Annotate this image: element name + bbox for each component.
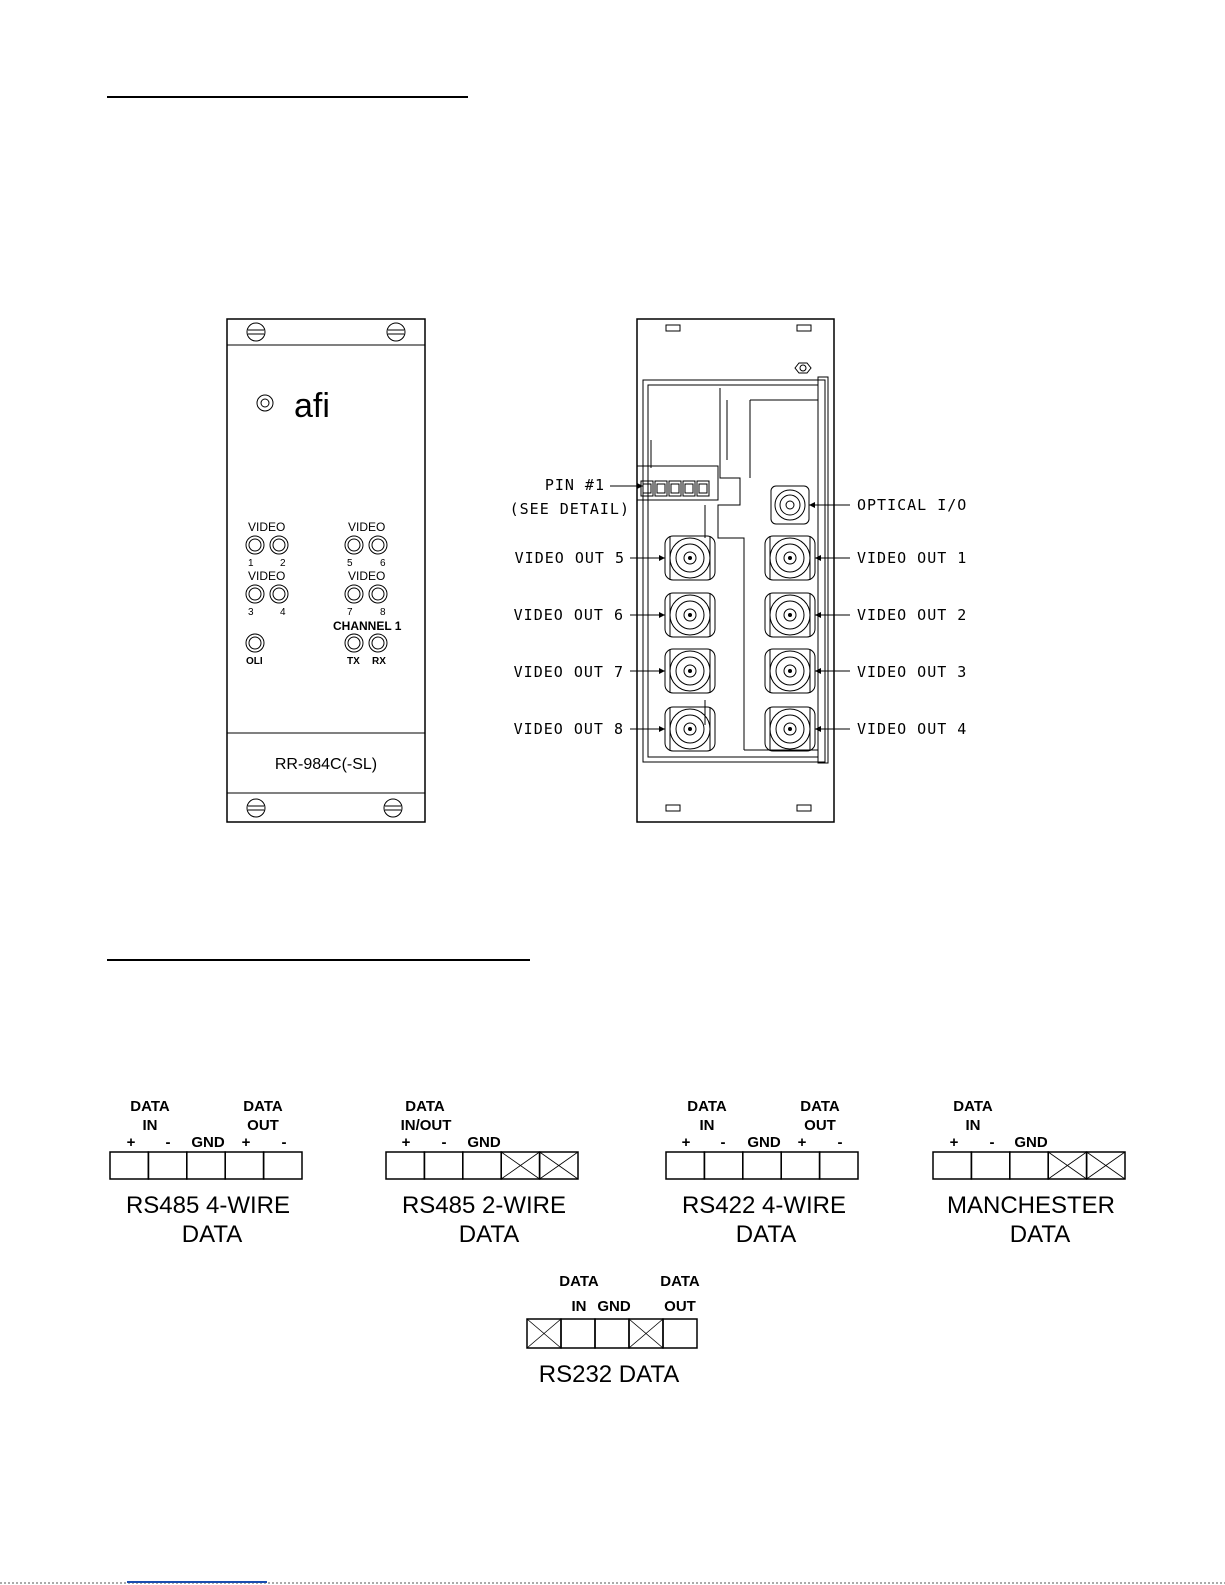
screw-bottom-right bbox=[384, 799, 402, 817]
channel-label: CHANNEL 1 bbox=[333, 619, 402, 633]
rs232-caption: RS232 DATA bbox=[538, 1361, 680, 1388]
terminal-cell bbox=[933, 1152, 971, 1179]
terminal-cell bbox=[463, 1152, 501, 1179]
rear-panel bbox=[637, 319, 834, 822]
rx-label: RX bbox=[372, 656, 386, 667]
terminal-row-1 bbox=[110, 1152, 302, 1179]
bnc-connectors bbox=[665, 536, 815, 751]
rs232-in-top: DATA bbox=[559, 1273, 599, 1290]
rs485-4w-gnd: GND bbox=[191, 1134, 225, 1151]
terminal-row-3 bbox=[666, 1152, 858, 1179]
terminal-cell bbox=[424, 1152, 462, 1179]
rs485-2w-in-bottom: IN/OUT bbox=[400, 1117, 452, 1134]
callout-video-out-7: VIDEO OUT 7 bbox=[513, 663, 624, 681]
rs422-caption-1: RS422 4-WIRE bbox=[681, 1192, 847, 1219]
rs422-caption-2: DATA bbox=[735, 1221, 797, 1248]
callout-video-out-4: VIDEO OUT 4 bbox=[857, 720, 968, 738]
terminal-cell bbox=[666, 1152, 704, 1179]
terminal-cell bbox=[110, 1152, 148, 1179]
video-num-1: 1 bbox=[248, 558, 254, 569]
manchester-plus: + bbox=[949, 1134, 959, 1151]
board-edge bbox=[818, 377, 828, 763]
callout-video-out-5: VIDEO OUT 5 bbox=[514, 549, 625, 567]
oli-label: OLI bbox=[246, 656, 263, 667]
shield-outline bbox=[718, 388, 744, 750]
mounting-slot-br bbox=[797, 805, 811, 811]
rs485-2w-gnd: GND bbox=[467, 1134, 501, 1151]
video-label-7-8: VIDEO bbox=[348, 569, 386, 583]
manchester-in-top: DATA bbox=[953, 1098, 993, 1115]
optical-connector-icon bbox=[771, 486, 809, 524]
bnc-video-out-7-icon bbox=[665, 649, 715, 693]
callout-video-out-3: VIDEO OUT 3 bbox=[857, 663, 968, 681]
rs485-2w-in-top: DATA bbox=[405, 1098, 445, 1115]
terminal-row-2 bbox=[386, 1152, 578, 1179]
manchester-caption-2: DATA bbox=[1009, 1221, 1071, 1248]
video-num-3: 3 bbox=[248, 607, 254, 618]
model-label: RR-984C(-SL) bbox=[274, 756, 378, 773]
rs232-in-bottom: IN bbox=[571, 1298, 587, 1315]
terminal-cell bbox=[1010, 1152, 1048, 1179]
manchester-caption-1: MANCHESTER bbox=[946, 1192, 1116, 1219]
rs485-4w-in-top: DATA bbox=[130, 1098, 170, 1115]
terminal-block bbox=[637, 466, 718, 500]
logo-mark-icon bbox=[257, 395, 273, 411]
tx-label: TX bbox=[347, 656, 360, 667]
callout-video-out-2: VIDEO OUT 2 bbox=[857, 606, 968, 624]
terminal-cell bbox=[663, 1319, 697, 1348]
video-num-7: 7 bbox=[347, 607, 353, 618]
rs422-plus-1: + bbox=[681, 1134, 691, 1151]
rs485-2w-minus: - bbox=[441, 1134, 447, 1151]
bnc-video-out-4-icon bbox=[765, 707, 815, 751]
bnc-video-out-1-icon bbox=[765, 536, 815, 580]
rs485-4w-caption-1: RS485 4-WIRE bbox=[125, 1192, 291, 1219]
manchester-minus: - bbox=[989, 1134, 995, 1151]
video-label-5-6: VIDEO bbox=[348, 520, 386, 534]
terminal-cell bbox=[386, 1152, 424, 1179]
rs422-plus-2: + bbox=[797, 1134, 807, 1151]
terminal-cell bbox=[187, 1152, 225, 1179]
rs422-out-bottom: OUT bbox=[804, 1117, 836, 1134]
connector-rs422-4wire bbox=[666, 1098, 858, 1248]
arrowhead-left-2 bbox=[659, 612, 665, 618]
optical-label: OPTICAL I/O bbox=[857, 496, 968, 514]
front-panel bbox=[227, 319, 425, 822]
terminal-cell bbox=[743, 1152, 781, 1179]
terminal-cell bbox=[595, 1319, 629, 1348]
video-num-2: 2 bbox=[280, 558, 286, 569]
arrowhead-left-1 bbox=[659, 555, 665, 561]
terminal-cell bbox=[820, 1152, 858, 1179]
manchester-in-bottom: IN bbox=[965, 1117, 981, 1134]
terminal-cell bbox=[971, 1152, 1009, 1179]
pin1-label: PIN #1 bbox=[544, 476, 605, 494]
rs485-4w-plus-1: + bbox=[126, 1134, 136, 1151]
bnc-video-out-2-icon bbox=[765, 593, 815, 637]
bnc-video-out-3-icon bbox=[765, 649, 815, 693]
board-inner bbox=[648, 385, 818, 757]
terminal-row-5 bbox=[527, 1319, 697, 1348]
terminal-row-4 bbox=[933, 1152, 1125, 1179]
optical-arrowhead bbox=[809, 502, 815, 508]
terminal-cell bbox=[781, 1152, 819, 1179]
arrowhead-left-3 bbox=[659, 668, 665, 674]
terminal-cell bbox=[148, 1152, 186, 1179]
rs422-in-bottom: IN bbox=[699, 1117, 715, 1134]
rs485-4w-caption-2: DATA bbox=[181, 1221, 243, 1248]
terminal-cell bbox=[561, 1319, 595, 1348]
rs485-2w-caption-1: RS485 2-WIRE bbox=[401, 1192, 567, 1219]
rs485-4w-out-bottom: OUT bbox=[247, 1117, 279, 1134]
ground-stud-icon bbox=[795, 363, 811, 373]
video-label-1-2: VIDEO bbox=[248, 520, 286, 534]
bnc-video-out-8-icon bbox=[665, 707, 715, 751]
video-num-6: 6 bbox=[380, 558, 386, 569]
rs422-minus-1: - bbox=[720, 1134, 726, 1151]
callout-video-out-1: VIDEO OUT 1 bbox=[857, 549, 968, 567]
callout-video-out-8: VIDEO OUT 8 bbox=[513, 720, 624, 738]
terminal-cell bbox=[704, 1152, 742, 1179]
screw-bottom-left bbox=[247, 799, 265, 817]
mounting-slot-tl bbox=[666, 325, 680, 331]
rs485-2w-caption-2: DATA bbox=[458, 1221, 520, 1248]
rs485-4w-in-bottom: IN bbox=[142, 1117, 158, 1134]
bnc-video-out-6-icon bbox=[665, 593, 715, 637]
rear-panel-outline bbox=[637, 319, 834, 822]
rs422-minus-2: - bbox=[837, 1134, 843, 1151]
logo-mark-inner bbox=[261, 399, 269, 407]
mounting-slot-bl bbox=[666, 805, 680, 811]
rs485-2w-plus: + bbox=[401, 1134, 411, 1151]
rear-callouts bbox=[510, 476, 968, 738]
callout-video-out-6: VIDEO OUT 6 bbox=[513, 606, 624, 624]
rs485-4w-minus-2: - bbox=[281, 1134, 287, 1151]
callout-leaders bbox=[630, 555, 850, 732]
rs422-gnd: GND bbox=[747, 1134, 781, 1151]
arrowhead-left-4 bbox=[659, 726, 665, 732]
connector-rs485-4wire bbox=[110, 1098, 302, 1248]
rs232-out-bottom: OUT bbox=[664, 1298, 696, 1315]
screw-top-right bbox=[387, 323, 405, 341]
bnc-video-out-5-icon bbox=[665, 536, 715, 580]
rs422-in-top: DATA bbox=[687, 1098, 727, 1115]
brand-logo: afi bbox=[294, 387, 330, 425]
connector-rs485-2wire bbox=[386, 1098, 578, 1248]
rs485-4w-minus-1: - bbox=[165, 1134, 171, 1151]
rs422-out-top: DATA bbox=[800, 1098, 840, 1115]
video-num-4: 4 bbox=[280, 607, 286, 618]
connector-rs232 bbox=[527, 1273, 700, 1388]
rs485-4w-plus-2: + bbox=[241, 1134, 251, 1151]
video-label-3-4: VIDEO bbox=[248, 569, 286, 583]
video-num-5: 5 bbox=[347, 558, 353, 569]
connector-manchester bbox=[933, 1098, 1125, 1248]
manchester-gnd: GND bbox=[1014, 1134, 1048, 1151]
rs232-gnd: GND bbox=[597, 1298, 631, 1315]
rs232-out-top: DATA bbox=[660, 1273, 700, 1290]
terminal-cell bbox=[264, 1152, 302, 1179]
terminal-cell bbox=[225, 1152, 263, 1179]
mounting-slot-tr bbox=[797, 325, 811, 331]
video-num-8: 8 bbox=[380, 607, 386, 618]
rs485-4w-out-top: DATA bbox=[243, 1098, 283, 1115]
see-detail-label: (SEE DETAIL) bbox=[509, 500, 630, 518]
pin1-arrowhead bbox=[637, 483, 643, 489]
screw-top-left bbox=[247, 323, 265, 341]
